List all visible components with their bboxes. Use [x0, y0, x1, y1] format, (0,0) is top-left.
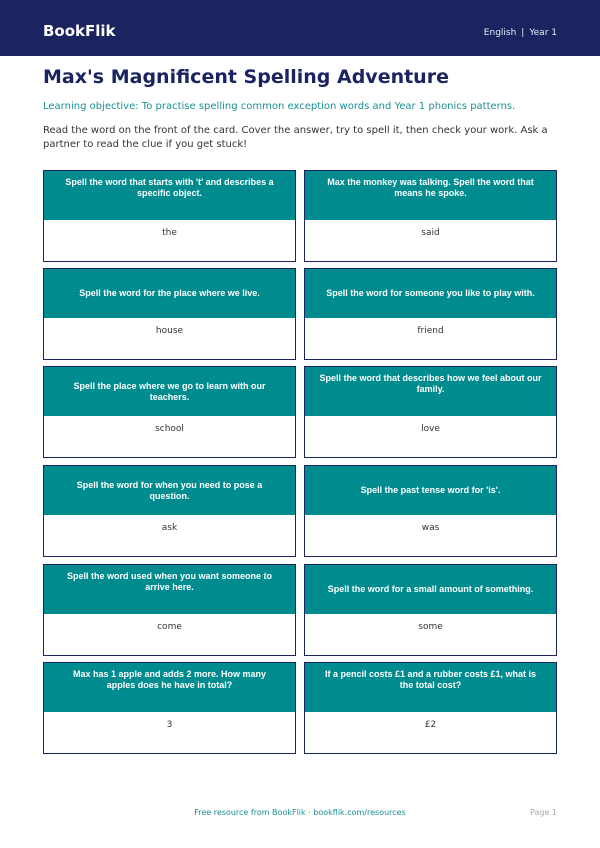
card-clue: Spell the word for someone you like to play with.	[305, 269, 556, 318]
flash-card	[43, 564, 296, 656]
flash-card	[43, 170, 296, 262]
page-header	[0, 0, 600, 56]
card-answer: £2	[424, 720, 437, 730]
header-meta	[484, 27, 557, 39]
page-footer	[0, 807, 600, 821]
flash-card	[304, 170, 557, 262]
flash-card	[43, 465, 296, 557]
flash-card	[304, 366, 557, 458]
card-answer: house	[155, 326, 184, 336]
flash-card	[43, 662, 296, 754]
card-answer: 3	[166, 720, 173, 730]
learning-objective: Learning objective: To practise spelling common exception words and Year 1 phonics patterns.	[43, 101, 516, 112]
card-answer: said	[421, 228, 440, 238]
card-answer: was	[421, 523, 440, 533]
card-clue: Max the monkey was talking. Spell the word that means he spoke.	[305, 171, 556, 220]
year-label: Year 1	[529, 28, 557, 38]
card-answer: the	[162, 228, 177, 238]
brand-logo-text[interactable]: BookFlik	[43, 22, 116, 40]
card-clue: Spell the word for when you need to pose a question.	[44, 466, 295, 515]
card-answer: some	[418, 622, 443, 632]
card-clue: Spell the word used when you want someone to arrive here.	[44, 565, 295, 614]
flash-card	[304, 465, 557, 557]
card-answer: love	[421, 424, 440, 434]
page-title: Max's Magnificent Spelling Adventure	[43, 66, 449, 88]
meta-separator: |	[521, 28, 525, 38]
card-clue: If a pencil costs £1 and a rubber costs £1, what is the total cost?	[305, 663, 556, 712]
card-clue: Spell the word for the place where we live.	[44, 269, 295, 318]
language-label: English	[483, 28, 517, 38]
card-clue: Max has 1 apple and adds 2 more. How many apples does he have in total?	[44, 663, 295, 712]
flash-card	[43, 268, 296, 360]
page-number: Page 1	[530, 808, 557, 817]
card-answer: school	[155, 424, 184, 434]
card-clue: Spell the word for a small amount of something.	[305, 565, 556, 614]
card-clue: Spell the past tense word for 'is'.	[305, 466, 556, 515]
card-clue: Spell the place where we go to learn with our teachers.	[44, 367, 295, 416]
flash-card	[304, 268, 557, 360]
card-clue: Spell the word that describes how we feel about our family.	[305, 367, 556, 416]
footer-link[interactable]: Free resource from BookFlik · bookflik.com/resources	[194, 808, 406, 817]
card-answer: ask	[161, 523, 178, 533]
card-answer: come	[157, 622, 182, 632]
instructions-text: Read the word on the front of the card. Cover the answer, try to spell it, then check your work. Ask a partner to read the clue if you get stuck!	[43, 125, 548, 150]
flash-card	[304, 564, 557, 656]
card-clue: Spell the word that starts with 't' and describes a specific object.	[44, 171, 295, 220]
flash-card	[43, 366, 296, 458]
card-answer: friend	[417, 326, 444, 336]
flash-card	[304, 662, 557, 754]
